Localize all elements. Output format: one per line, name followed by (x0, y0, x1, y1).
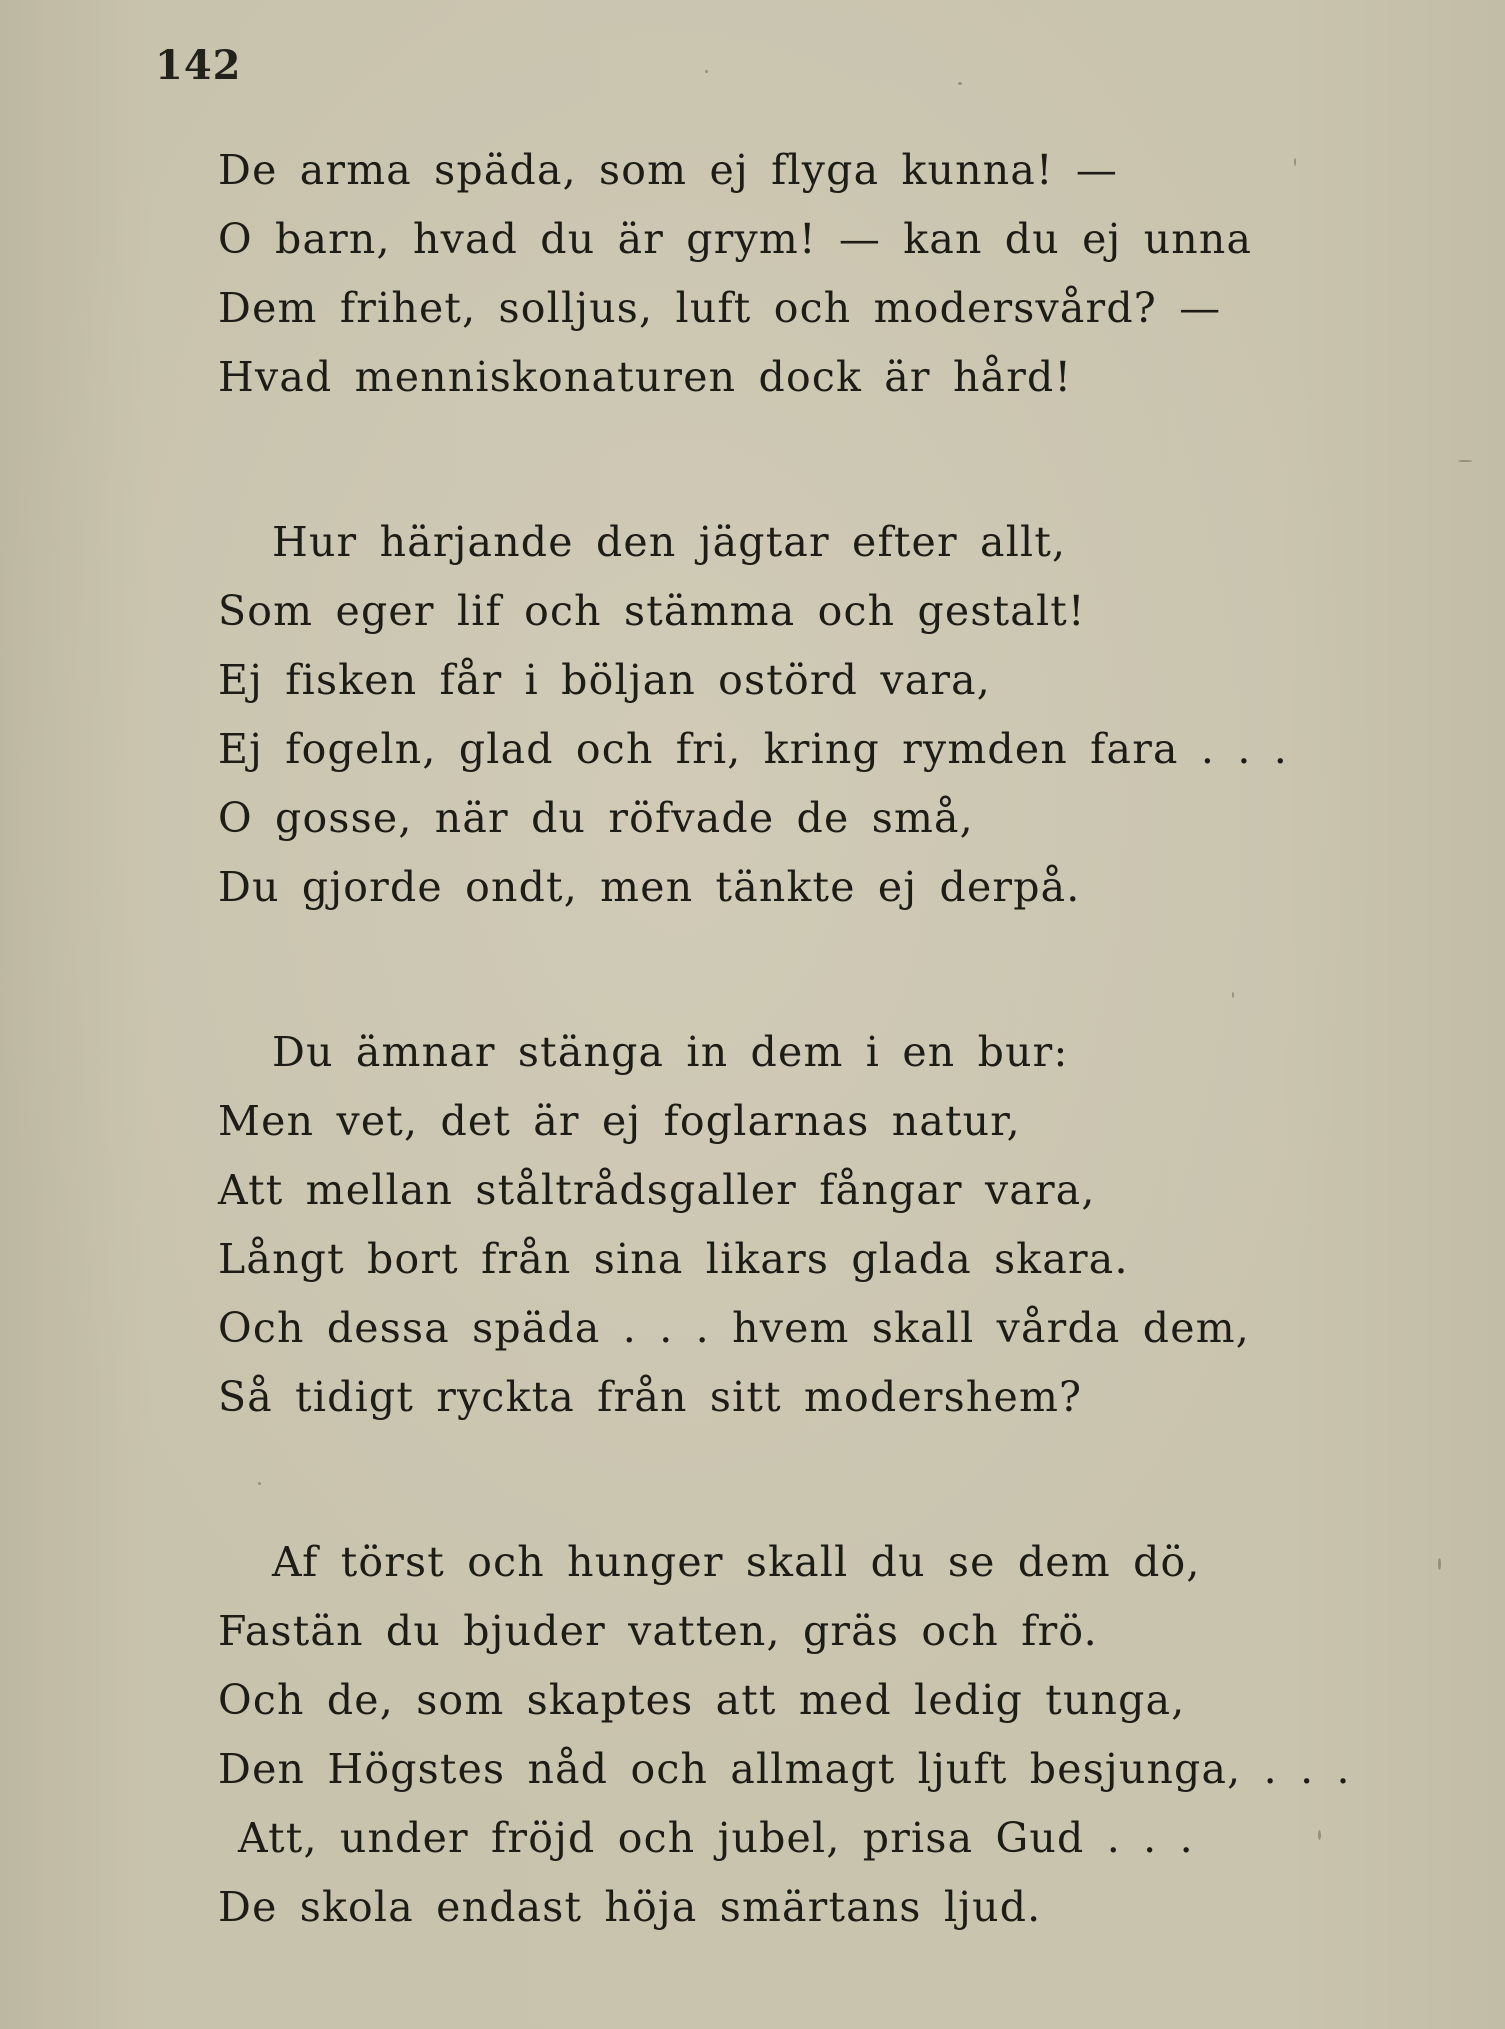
poem-line: Och de, som skaptes att med ledig tunga, (218, 1676, 1186, 1724)
paper-speck (1294, 158, 1296, 166)
poem-line: De skola endast höja smärtans ljud. (218, 1883, 1042, 1931)
poem-line: Så tidigt ryckta från sitt modershem? (218, 1373, 1083, 1421)
poem-line: Fastän du bjuder vatten, gräs och frö. (218, 1607, 1098, 1655)
poem-line: Du gjorde ondt, men tänkte ej derpå. (218, 863, 1081, 911)
poem-line: Hvad menniskonaturen dock är hård! (218, 353, 1073, 401)
poem-line: Att, under fröjd och jubel, prisa Gud . . . (238, 1814, 1194, 1862)
paper-speck (258, 1482, 261, 1485)
poem-line: Men vet, det är ej foglarnas natur, (218, 1097, 1021, 1145)
paper-speck (958, 82, 962, 85)
poem-line: De arma späda, som ej flyga kunna! — (218, 146, 1119, 194)
poem-line: Långt bort från sina likars glada skara. (218, 1235, 1129, 1283)
poem-line: Af törst och hunger skall du se dem dö, (272, 1538, 1201, 1586)
poem-line: Som eger lif och stämma och gestalt! (218, 587, 1086, 635)
poem-line: Du ämnar stänga in dem i en bur: (272, 1028, 1069, 1076)
poem-line: O barn, hvad du är grym! — kan du ej unna (218, 215, 1253, 263)
paper-speck (1318, 1830, 1321, 1840)
paper-speck (1438, 1558, 1441, 1570)
poem-line: Ej fisken får i böljan ostörd vara, (218, 656, 992, 704)
poem-line: Dem frihet, solljus, luft och modersvård? — (218, 284, 1222, 332)
poem-line: Den Högstes nåd och allmagt ljuft besjunga, . . . (218, 1745, 1351, 1793)
poem-line: Att mellan ståltrådsgaller fångar vara, (218, 1166, 1096, 1214)
poem-line: Och dessa späda . . . hvem skall vårda dem, (218, 1304, 1251, 1352)
poem-line: Ej fogeln, glad och fri, kring rymden fara . . . (218, 725, 1289, 773)
poem-line: Hur härjande den jägtar efter allt, (272, 518, 1067, 566)
paper-speck (705, 70, 708, 73)
paper-speck (1232, 992, 1234, 998)
poem-line: O gosse, när du röfvade de små, (218, 794, 974, 842)
paper-speck (1458, 460, 1472, 462)
page-number: 142 (155, 42, 242, 89)
